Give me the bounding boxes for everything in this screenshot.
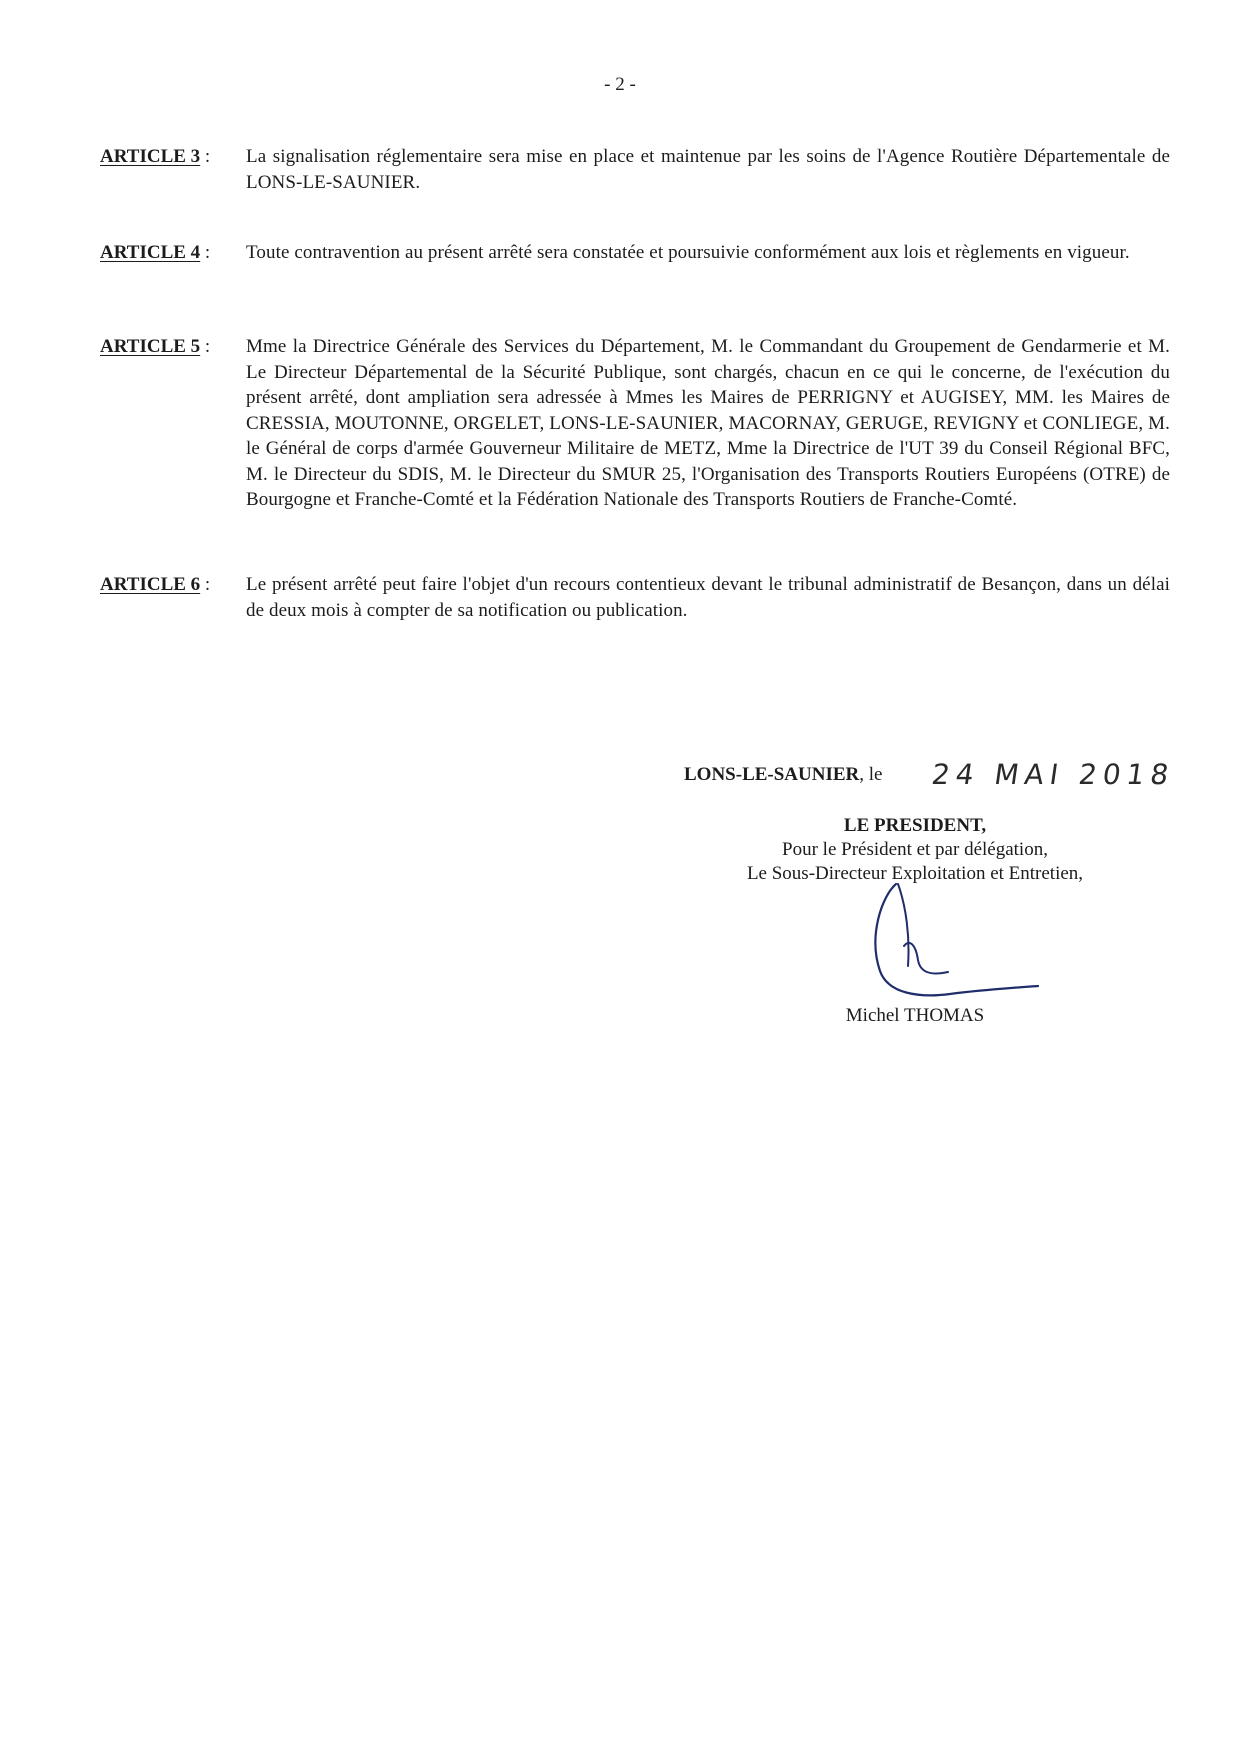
signatory-name: Michel THOMAS: [845, 1005, 985, 1026]
article-6-label: ARTICLE 6: [100, 574, 201, 595]
date-stamp: 24 MAI 2018: [929, 758, 1177, 791]
article-4: [100, 240, 1170, 266]
article-6-text: Le présent arrêté peut faire l'objet d'un recours contentieux devant le tribunal administratif de Besançon, dans un délai de deux mois à compter de sa notification ou publication.: [246, 574, 1170, 621]
article-3-label: ARTICLE 3: [100, 146, 201, 167]
signature-stroke-inner: [898, 884, 948, 974]
signature-place-suffix: , le: [859, 764, 883, 785]
article-5-text: Mme la Directrice Générale des Services du Département, M. le Commandant du Groupement de Gendarmerie et M. Le Directeur Départemental de la Sécurité Publique, sont chargés, chacun en ce qui le concerne, de l'exécution du présent arrêté, dont ampliation sera adressée à Mmes les Maires de PERRIGNY et AUGISEY, MM. les Maires de CRESSIA, MOUTONNE, ORGELET, LONS-LE-SAUNIER, MACORNAY, GERUGE, REVIGNY et CONLIEGE, M. le Général de corps d'armée Gouverneur Militaire de METZ, Mme la Directrice de l'UT 39 du Conseil Régional BFC, M. le Directeur du SDIS, M. le Directeur du SMUR 25, l'Organisation des Transports Routiers Européens (OTRE) de Bourgogne et Franche-Comté et la Fédération Nationale des Transports Routiers de Franche-Comté.: [246, 336, 1170, 510]
article-4-label: ARTICLE 4: [100, 242, 201, 263]
article-4-text: Toute contravention au présent arrêté sera constatée et poursuivie conformément aux lois et règlements en vigueur.: [246, 242, 1130, 263]
article-5: [100, 334, 1170, 513]
signatory-function: Le Sous-Directeur Exploitation et Entretien,: [746, 863, 1084, 884]
article-6-separator: :: [200, 574, 211, 595]
signature-place: LONS-LE-SAUNIER: [684, 764, 860, 785]
signature-stroke-loop: [875, 884, 1038, 995]
signatory-title: LE PRESIDENT,: [843, 815, 987, 836]
article-5-label: ARTICLE 5: [100, 336, 201, 357]
delegation-line: Pour le Président et par délégation,: [782, 839, 1048, 860]
article-3-text: La signalisation réglementaire sera mise en place et maintenue par les soins de l'Agence Routière Départementale de LONS-LE-SAUNIER.: [246, 146, 1170, 193]
page-number: - 2 -: [604, 74, 636, 95]
article-3-separator: :: [200, 146, 211, 167]
article-4-separator: :: [200, 242, 211, 263]
handwritten-signature: [860, 876, 1050, 1006]
signature-place-line: [684, 764, 882, 786]
article-3: [100, 144, 1170, 195]
article-6: [100, 572, 1170, 623]
article-5-separator: :: [200, 336, 211, 357]
